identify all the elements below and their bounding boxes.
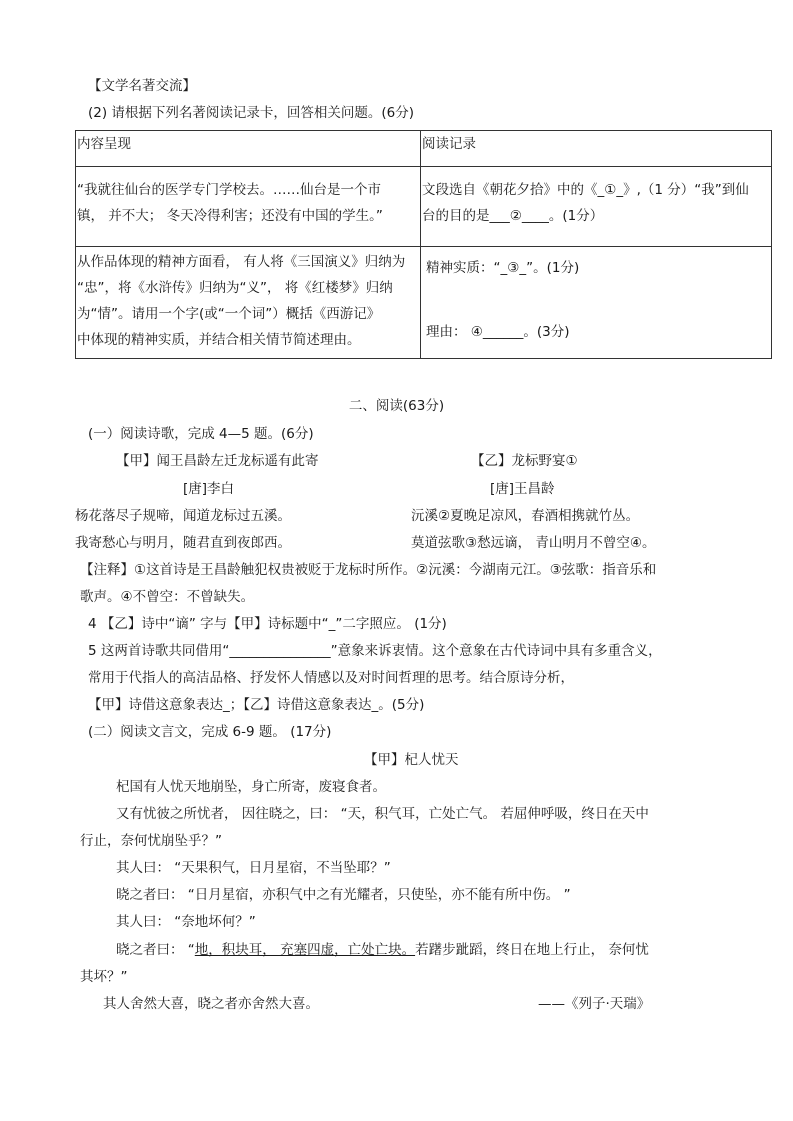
question-5-line-1 [88, 642, 662, 660]
text-line: “忠”，将《水浒传》归纳为“义”， 将《红楼梦》归纳 [77, 280, 393, 296]
table-row-1-record [421, 167, 772, 247]
poem-a-line-1: 杨花落尽子规啼，闻道龙标过五溪。 [75, 508, 291, 524]
reading-record-card [75, 130, 772, 359]
underlined-sentence: 地，积块耳， 充塞四虚，亡处亡块。 [194, 942, 416, 958]
text-span: 晓之者曰： “ [116, 942, 195, 958]
table-row-2-content [76, 247, 421, 359]
text-line: “我就往仙台的医学专门学校去。……仙台是一个市 [77, 182, 381, 198]
text-line: 台的目的是___②____。(1分） [422, 208, 604, 224]
passage-paragraph: 其人曰： “天果积气，日月星宿，不当坠耶？” [116, 860, 391, 876]
passage-paragraph: 晓之者曰： “日月星宿，亦积气中之有光耀者，只使坠，亦不能有所中伤。 ” [116, 887, 571, 903]
text-span: ”意象来诉衷情。这个意象在古代诗词中具有多重含义， [330, 643, 662, 659]
poem-b-title: 【乙】龙标野宴① [471, 453, 578, 469]
passage-paragraph: 其人曰： “奈地坏何？” [116, 914, 256, 930]
question-5-line-3: 【甲】诗借这意象表达_；【乙】诗借这意象表达_。(5分) [88, 697, 425, 713]
poem-b-author: [唐]王昌龄 [490, 481, 555, 497]
poem-notes-line-2: 歌声。④不曾空：不曾缺失。 [80, 589, 255, 605]
section-2-title: 二、阅读(63分) [348, 398, 445, 414]
passage-title: 【甲】杞人忧天 [364, 752, 459, 768]
passage-source: ——《列子·天瑞》 [538, 996, 651, 1012]
table-header-record: 阅读记录 [421, 131, 772, 167]
poem-notes-line-1: 【注释】①这首诗是王昌龄触犯权贵被贬于龙标时所作。②沅溪：今湖南元江。③弦歌：指音乐和 [80, 562, 657, 578]
spirit-answer-line: 精神实质：“_③_”。(1分) [426, 260, 580, 276]
table-row-2-record [421, 247, 772, 359]
text-line: 为“情”。请用一个字(或“一个词”）概括《西游记》 [77, 306, 381, 322]
text-span: 若躇步跐蹈，终日在地上行止， 奈何忧 [415, 942, 649, 958]
table-header-content: 内容呈现 [76, 131, 421, 167]
question-2: (2) 请根据下列名著阅读记录卡，回答相关问题。(6分) [88, 105, 415, 121]
question-4: 4 【乙】诗中“谪” 字与【甲】诗标题中“_”二字照应。 (1分) [88, 616, 447, 632]
poem-a-line-2: 我寄愁心与明月，随君直到夜郎西。 [75, 535, 291, 551]
text-line: 中体现的精神实质，并结合相关情节简述理由。 [77, 332, 361, 348]
passage-paragraph-cont: 其坏？” [80, 969, 128, 985]
section-label: 【文学名著交流】 [88, 78, 196, 94]
table-row-1-content [76, 167, 421, 247]
poem-a-title: 【甲】闻王昌龄左迁龙标遥有此寄 [116, 453, 319, 469]
poem-b-line-1: 沅溪②夏晚足凉风，春酒相携就竹丛。 [411, 508, 640, 524]
poetry-intro: (一）阅读诗歌，完成 4—5 题。(6分) [88, 426, 314, 442]
poem-b-line-2: 莫道弦歌③愁远谪， 青山明月不曾空④。 [411, 535, 656, 551]
passage-paragraph: 其人舍然大喜，晓之者亦舍然大喜。 [103, 996, 319, 1012]
passage-paragraph-cont: 行止，奈何忧崩坠乎？” [80, 833, 222, 849]
passage-paragraph: 又有忧彼之所忧者， 因往晓之，曰： “天，积气耳，亡处亡气。 若屈伸呼吸，终日在天中 [116, 806, 649, 822]
passage-paragraph: 杞国有人忧天地崩坠，身亡所寄，废寝食者。 [116, 779, 386, 795]
classical-intro: (二）阅读文言文，完成 6-9 题。 (17分) [88, 724, 332, 740]
text-span: 5 这两首诗歌共同借用“ [88, 643, 230, 659]
image-blank: _______________ [229, 643, 331, 659]
text-line: 文段选自《朝花夕拾》中的《_①_》,（1 分）“我”到仙 [422, 182, 749, 198]
text-line: 镇， 并不大； 冬天冷得利害；还没有中国的学生。” [77, 208, 383, 224]
passage-paragraph [116, 941, 649, 959]
poem-a-author: [唐]李白 [183, 481, 235, 497]
text-line: 从作品体现的精神方面看， 有人将《三国演义》归纳为 [77, 254, 406, 270]
reason-answer-line: 理由： ④______。(3分) [426, 324, 570, 340]
question-5-line-2: 常用于代指人的高洁品格、抒发怀人情感以及对时间哲理的思考。结合原诗分析， [88, 670, 574, 686]
